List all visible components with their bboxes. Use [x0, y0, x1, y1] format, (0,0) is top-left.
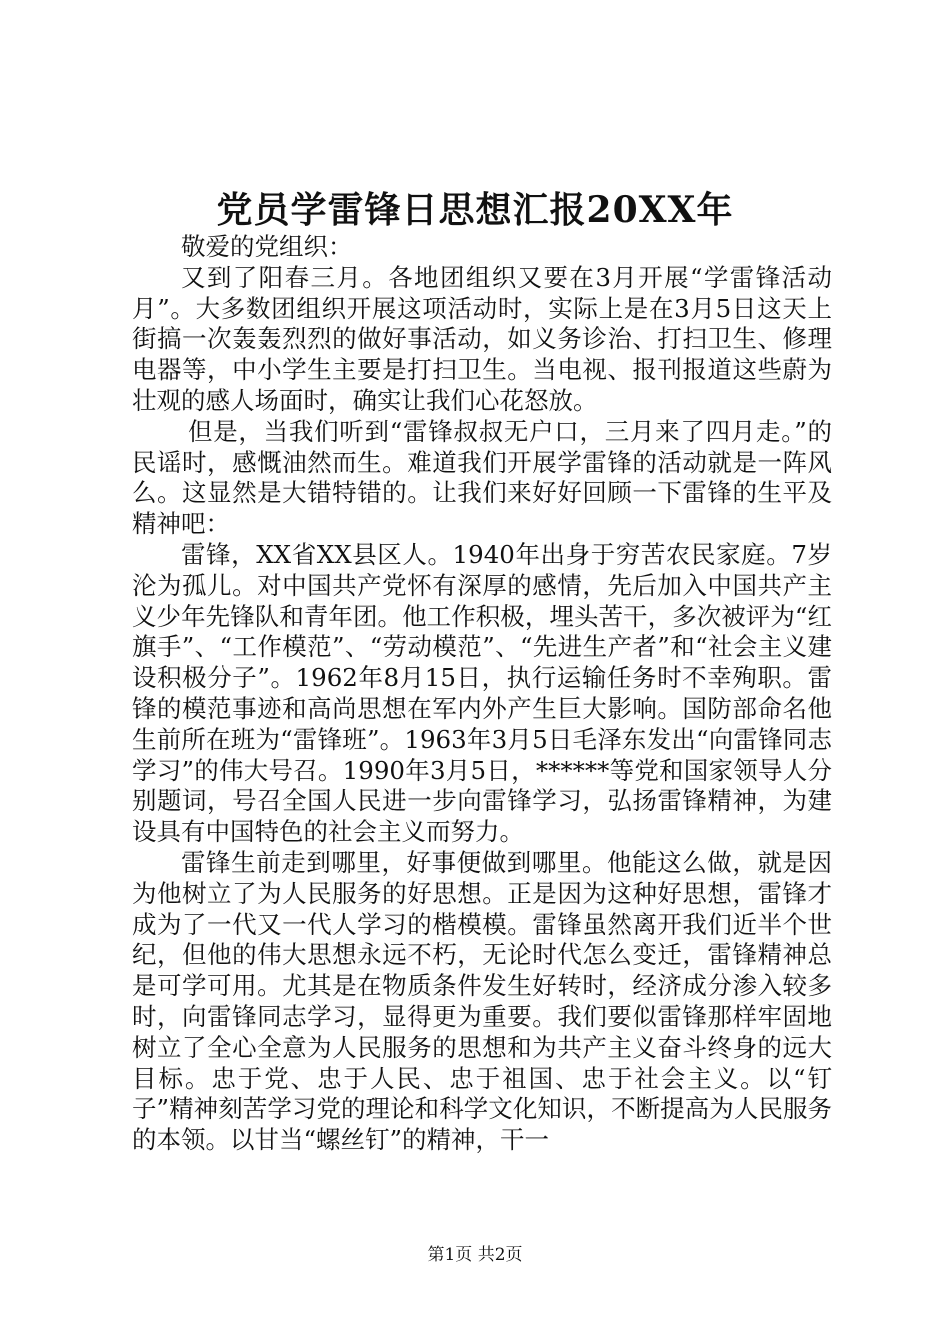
document-body	[132, 232, 832, 1156]
page-number-footer: 第1页 共2页	[427, 1245, 523, 1265]
page-title: 党员学雷锋日思想汇报20XX年	[216, 189, 734, 231]
paragraph-4: 雷锋生前走到哪里，好事便做到哪里。他能这么做，就是因为他树立了为人民服务的好思想。正是因为这种好思想，雷锋才成为了一代又一代人学习的楷模模。雷锋虽然离开我们近半个世纪，但他的伟大思想永远不朽，无论时代怎么变迁，雷锋精神总是可学可用。尤其是在物质条件发生好转时，经济成分渗入较多时，向雷锋同志学习，显得更为重要。我们要似雷锋那样牢固地树立了全心全意为人民服务的思想和为共产主义奋斗终身的远大目标。忠于党、忠于人民、忠于祖国、忠于社会主义。以“钉子”精神刻苦学习党的理论和科学文化知识，不断提高为人民服务的本领。以甘当“螺丝钉”的精神，干一	[132, 847, 832, 1155]
paragraph-2: 但是，当我们听到“雷锋叔叔无户口，三月来了四月走。”的民谣时，感慨油然而生。难道我们开展学雷锋的活动就是一阵风么。这显然是大错特错的。让我们来好好回顾一下雷锋的生平及精神吧：	[132, 416, 832, 539]
paragraph-3: 雷锋，XX省XX县区人。1940年出身于穷苦农民家庭。7岁沦为孤儿。对中国共产党怀有深厚的感情，先后加入中国共产主义少年先锋队和青年团。他工作积极，埋头苦干，多次被评为“红旗手”、“工作模范”、“劳动模范”、“先进生产者”和“社会主义建设积极分子”。1962年8月15日，执行运输任务时不幸殉职。雷锋的模范事迹和高尚思想在军内外产生巨大影响。国防部命名他生前所在班为“雷锋班”。1963年3月5日毛泽东发出“向雷锋同志学习”的伟大号召。1990年3月5日，******等党和国家领导人分别题词，号召全国人民进一步向雷锋学习，弘扬雷锋精神，为建设具有中国特色的社会主义而努力。	[132, 539, 832, 847]
paragraph-1: 又到了阳春三月。各地团组织又要在3月开展“学雷锋活动月”。大多数团组织开展这项活动时，实际上是在3月5日这天上街搞一次轰轰烈烈的做好事活动，如义务诊治、打扫卫生、修理电器等，中小学生主要是打扫卫生。当电视、报刊报道这些蔚为壮观的感人场面时，确实让我们心花怒放。	[132, 262, 832, 415]
salutation: 敬爱的党组织：	[181, 232, 353, 261]
